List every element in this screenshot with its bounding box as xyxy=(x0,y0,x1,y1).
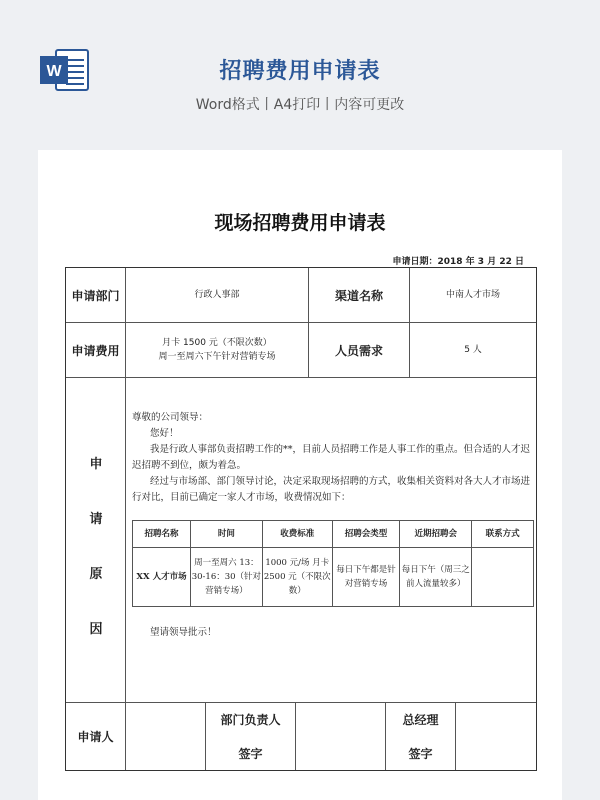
banner-subtitle: Word格式丨A4打印丨内容可更改 xyxy=(195,97,405,113)
table-cell-name: XX 人才市场 xyxy=(133,548,191,607)
fee-value-line2: 周一至周六下午针对营销专场 xyxy=(158,352,276,362)
hello: 您好！ xyxy=(150,428,179,439)
apply-date: 申请日期：2018 年 3 月 22 日 xyxy=(392,257,524,267)
gm-signature-box[interactable] xyxy=(456,703,536,770)
market-table xyxy=(132,520,534,607)
banner xyxy=(0,0,600,150)
channel-label: 渠道名称 xyxy=(309,268,410,323)
dept-head-cell xyxy=(206,703,296,770)
closing: 望请领导批示！ xyxy=(150,627,217,638)
document-title: 现场招聘费用申请表 xyxy=(214,212,386,234)
applicant-label: 申请人 xyxy=(66,703,126,770)
dept-head-signature-box[interactable] xyxy=(296,703,386,770)
table-cell-contact xyxy=(472,548,534,607)
reason-label-char: 请 xyxy=(89,512,103,527)
application-form xyxy=(65,267,537,771)
applicant-signature-box[interactable] xyxy=(126,703,206,770)
table-header: 联系方式 xyxy=(472,521,534,548)
paragraph-2: 经过与市场部、部门领导讨论，决定采取现场招聘的方式，收集相关资料对各大人才市场进行对比，目前已确定一家人才市场，收费情况如下： xyxy=(132,476,531,503)
fee-label: 申请费用 xyxy=(66,323,126,378)
fee-value-line1: 月卡 1500 元（不限次数） xyxy=(162,337,272,348)
dept-label: 申请部门 xyxy=(66,268,126,323)
channel-value: 中南人才市场 xyxy=(410,268,536,323)
table-cell-time: 周一至周六 13：30-16：30（针对营销专场） xyxy=(191,548,263,607)
table-cell-fee: 1000 元/场 月卡 2500 元（不限次数） xyxy=(262,548,332,607)
dept-head-label: 部门负责人 xyxy=(220,713,281,728)
dept-value: 行政人事部 xyxy=(126,268,309,323)
table-header: 近期招聘会 xyxy=(400,521,472,548)
paragraph-1: 我是行政人事部负责招聘工作的**，目前人员招聘工作是人事工作的重点。但合适的人才迟迟招聘不到位，颇为着急。 xyxy=(132,444,531,471)
table-header: 招聘名称 xyxy=(133,521,191,548)
reason-label-char: 因 xyxy=(89,622,103,637)
table-header: 收费标准 xyxy=(262,521,332,548)
people-label: 人员需求 xyxy=(309,323,410,378)
table-cell-type: 每日下午都是针对营销专场 xyxy=(332,548,400,607)
fee-value xyxy=(126,323,309,378)
reason-label xyxy=(66,378,126,703)
gm-sign-label: 签字 xyxy=(408,746,433,761)
table-cell-recent: 每日下午（周三之前人流量较多） xyxy=(400,548,472,607)
table-row xyxy=(133,548,534,607)
reason-label-char: 原 xyxy=(89,567,103,582)
reason-label-char: 申 xyxy=(89,457,103,472)
table-header: 招聘会类型 xyxy=(332,521,400,548)
document-page xyxy=(38,150,562,800)
table-header: 时间 xyxy=(191,521,263,548)
greeting: 尊敬的公司领导： xyxy=(132,412,209,423)
banner-title: 招聘费用申请表 xyxy=(219,59,381,84)
gm-label: 总经理 xyxy=(402,713,439,728)
gm-cell xyxy=(386,703,456,770)
people-value: 5 人 xyxy=(410,323,536,378)
reason-content xyxy=(126,378,536,703)
dept-head-sign-label: 签字 xyxy=(238,746,263,761)
svg-text:W: W xyxy=(46,63,62,80)
